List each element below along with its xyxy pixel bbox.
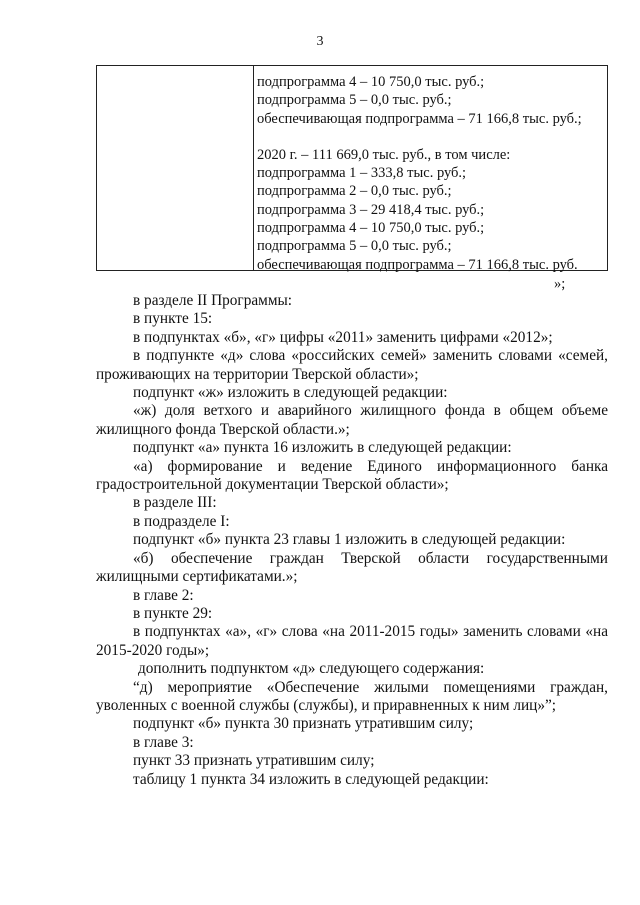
paragraph: подпункт «ж» изложить в следующей редакции:	[133, 384, 448, 402]
paragraph: таблицу 1 пункта 34 изложить в следующей редакции:	[133, 770, 489, 788]
table-line: обеспечивающая подпрограмма – 71 166,8 тыс. руб.;	[257, 110, 582, 127]
table-line: обеспечивающая подпрограмма – 71 166,8 тыс. руб.	[257, 256, 578, 273]
paragraph: «а) формирование и ведение Единого информационного банка градостроительной документации Тверской области»;	[96, 457, 608, 494]
funding-table	[96, 65, 608, 271]
paragraph: «ж) доля ветхого и аварийного жилищного фонда в общем объеме жилищного фонда Тверской области.»;	[96, 402, 608, 438]
table-left-cell	[97, 66, 254, 270]
paragraph: пункт 33 признать утратившим силу;	[133, 752, 375, 770]
table-line: 2020 г. – 111 669,0 тыс. руб., в том числе:	[257, 146, 511, 163]
paragraph: в подразделе I:	[133, 512, 230, 530]
paragraph: в подпунктах «б», «г» цифры «2011» заменить цифрами «2012»;	[133, 328, 553, 346]
table-line: подпрограмма 5 – 0,0 тыс. руб.;	[257, 92, 452, 109]
paragraph: в подпунктах «а», «г» слова «на 2011-2015 годы» заменить словами «на 2015-2020 годы»;	[96, 623, 608, 659]
paragraph: подпункт «б» пункта 23 главы 1 изложить в следующей редакции:	[133, 531, 566, 549]
paragraph: в пункте 15:	[133, 310, 213, 328]
page-number: 3	[316, 34, 324, 49]
table-line: подпрограмма 4 – 10 750,0 тыс. руб.;	[257, 74, 485, 90]
table-line: подпрограмма 2 – 0,0 тыс. руб.;	[257, 183, 452, 200]
closing-quote: »;	[554, 276, 566, 292]
document-body	[96, 292, 608, 789]
table-right-cell	[254, 66, 607, 273]
paragraph: подпункт «б» пункта 30 признать утратившим силу;	[133, 715, 474, 733]
paragraph: «б) обеспечение граждан Тверской области государственными жилищными сертификатами.»;	[96, 549, 608, 586]
table-line: подпрограмма 4 – 10 750,0 тыс. руб.;	[257, 220, 485, 237]
paragraph: в разделе III:	[133, 494, 217, 512]
paragraph: “д) мероприятие «Обеспечение жилыми помещениями граждан, уволенных с военной службы (службы), и приравненных к ним лиц»”;	[96, 678, 608, 714]
table-line: подпрограмма 3 – 29 418,4 тыс. руб.;	[257, 201, 485, 218]
table-line: подпрограмма 5 – 0,0 тыс. руб.;	[257, 238, 452, 255]
paragraph: в разделе II Программы:	[133, 292, 293, 309]
table-line: подпрограмма 1 – 333,8 тыс. руб.;	[257, 165, 467, 182]
table-gap	[257, 128, 607, 146]
paragraph: в главе 3:	[133, 733, 194, 751]
paragraph: в подпункте «д» слова «российских семей» заменить словами «семей, проживающих на территории Тверской области»;	[96, 347, 608, 383]
paragraph: в главе 2:	[133, 586, 194, 604]
paragraph: дополнить подпунктом «д» следующего содержания:	[138, 660, 485, 678]
paragraph: подпункт «а» пункта 16 изложить в следующей редакции:	[133, 439, 512, 457]
paragraph: в пункте 29:	[133, 604, 213, 622]
